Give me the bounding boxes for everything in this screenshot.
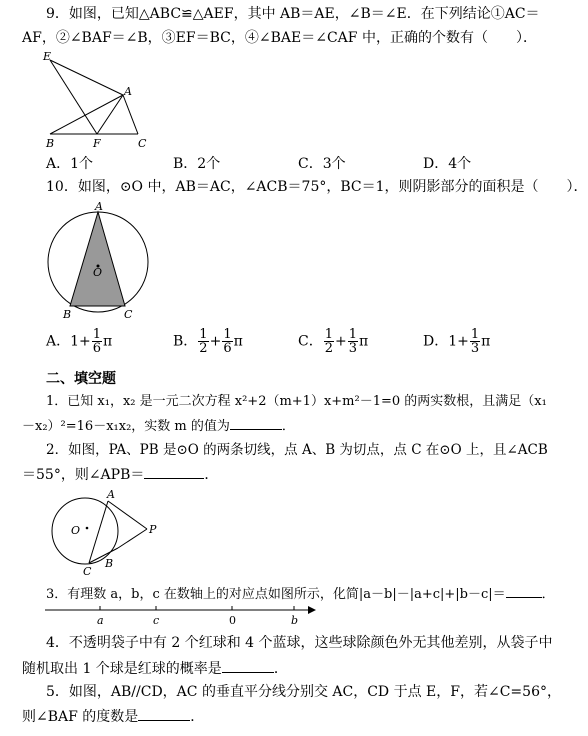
q10-label-c: C bbox=[124, 308, 133, 321]
fill1-period: ． bbox=[281, 419, 295, 434]
fill5-period: ． bbox=[190, 709, 205, 725]
fill3-line1 bbox=[46, 583, 555, 604]
q9-option-a: A．1个 bbox=[46, 156, 94, 172]
axis-label-c: c bbox=[153, 614, 160, 627]
q9-label-c: C bbox=[138, 137, 147, 150]
frac-den: 3 bbox=[348, 341, 358, 356]
q10-option-a-pre: 1+ bbox=[70, 333, 91, 350]
fill1-text: －x₂）²=16－x₁x₂，实数 m 的值为 bbox=[22, 419, 230, 434]
pi-symbol: π bbox=[481, 333, 491, 350]
frac-num: 1 bbox=[470, 327, 480, 342]
q9-option-c: C．3个 bbox=[298, 156, 346, 172]
fill2-line2 bbox=[22, 464, 218, 484]
fill4-line1: 4．不透明袋子中有 2 个红球和 4 个蓝球，这些球除颜色外无其他差别，从袋子中 bbox=[46, 635, 553, 651]
q10-line1: 10．如图，⊙O 中，AB＝AC，∠ACB＝75°，BC＝1，则阴影部分的面积是（ ）． bbox=[46, 179, 588, 195]
fill5-answer-blank bbox=[138, 706, 190, 721]
frac-den: 3 bbox=[470, 341, 480, 356]
axis-label-a: a bbox=[97, 614, 104, 627]
q10-option-c-frac2 bbox=[348, 328, 358, 355]
fill5-text: 则∠BAF 的度数是 bbox=[22, 709, 139, 725]
q10-label-o: O bbox=[93, 266, 103, 279]
q10-label-a: A bbox=[95, 200, 103, 213]
q9-line2: AF，②∠BAF＝∠B，③EF＝BC，④∠BAE＝∠CAF 中，正确的个数有（ ）． bbox=[22, 30, 537, 46]
frac-num: 1 bbox=[92, 327, 102, 342]
axis-label-b: b bbox=[291, 614, 299, 627]
fill2-text: ＝55°，则∠APB＝ bbox=[22, 467, 145, 483]
plus-sign: + bbox=[209, 333, 222, 350]
fill2-label-p: P bbox=[149, 523, 157, 536]
q10-option-d-pre: 1+ bbox=[448, 333, 469, 350]
frac-num: 1 bbox=[199, 327, 208, 342]
q10-option-b-frac2 bbox=[222, 328, 232, 355]
axis-label-zero: 0 bbox=[229, 614, 236, 627]
q10-label-b: B bbox=[63, 308, 72, 321]
q9-label-f: F bbox=[93, 137, 101, 150]
fill2-answer-blank bbox=[144, 464, 204, 479]
fill5-line1: 5．如图，AB//CD，AC 的垂直平分线分别交 AC，CD 于点 E，F，若∠C=56°， bbox=[46, 684, 561, 700]
fill4-text: 随机取出 1 个球是红球的概率是 bbox=[22, 661, 222, 677]
q10-option-d-letter: D． bbox=[423, 333, 449, 350]
fill3-answer-blank bbox=[506, 583, 542, 598]
frac-num: 1 bbox=[324, 327, 333, 342]
fill4-line2 bbox=[22, 658, 288, 678]
plus-sign: + bbox=[335, 333, 347, 350]
fill5-line2 bbox=[22, 706, 204, 726]
section-title: 二、填空题 bbox=[46, 371, 116, 387]
q10-option-d bbox=[423, 328, 490, 355]
frac-den: 6 bbox=[92, 341, 102, 356]
frac-den: 2 bbox=[324, 341, 333, 356]
q9-line1: 9．如图，已知△ABC≌△AEF，其中 AB＝AE，∠B＝∠E．在下列结论①AC＝ bbox=[46, 6, 540, 22]
q9-label-a: A bbox=[124, 85, 132, 98]
fill2-period: ． bbox=[204, 467, 219, 483]
q9-option-b: B．2个 bbox=[173, 156, 221, 172]
q9-figure bbox=[40, 50, 160, 150]
q10-option-c-frac1 bbox=[324, 328, 334, 355]
fill2-label-o: O bbox=[71, 524, 81, 537]
q10-option-b bbox=[173, 328, 243, 355]
q10-option-a-letter: A． bbox=[46, 333, 71, 350]
frac-num: 1 bbox=[223, 327, 232, 342]
fill3-number-line bbox=[40, 602, 320, 630]
fill1-answer-blank bbox=[230, 415, 282, 430]
q10-option-c-letter: C． bbox=[298, 333, 323, 350]
pi-symbol: π bbox=[103, 333, 113, 350]
q10-option-d-frac bbox=[470, 328, 480, 355]
fill2-figure bbox=[45, 487, 170, 577]
fill2-label-c: C bbox=[83, 565, 92, 578]
frac-num: 1 bbox=[348, 327, 358, 342]
fill4-period: ． bbox=[273, 661, 288, 677]
pi-symbol: π bbox=[359, 333, 369, 350]
q10-option-a bbox=[46, 328, 112, 355]
q9-option-d: D．4个 bbox=[423, 156, 472, 172]
pi-symbol: π bbox=[233, 333, 243, 350]
q10-option-a-frac bbox=[92, 328, 102, 355]
frac-den: 6 bbox=[223, 341, 232, 356]
fill1-line1: 1．已知 x₁，x₂ 是一元二次方程 x²+2（m+1）x+m²－1=0 的两实数根，且满足（x₁ bbox=[46, 394, 547, 409]
fill4-answer-blank bbox=[222, 658, 274, 673]
q10-option-c bbox=[298, 328, 368, 355]
fill3-period: ． bbox=[541, 587, 555, 602]
q10-figure bbox=[45, 200, 155, 325]
fill2-line1: 2．如图，PA、PB 是⊙O 的两条切线，点 A、B 为切点，点 C 在⊙O 上，且∠ACB bbox=[46, 442, 548, 458]
q9-label-b: B bbox=[46, 137, 55, 150]
frac-den: 2 bbox=[199, 341, 208, 356]
fill1-line2 bbox=[22, 415, 295, 436]
q10-option-b-letter: B． bbox=[173, 333, 198, 350]
fill3-text: 3．有理数 a，b，c 在数轴上的对应点如图所示，化简|a－b|－|a+c|+|b－c|＝ bbox=[46, 587, 506, 602]
q9-label-e: E bbox=[43, 50, 52, 63]
fill2-label-b: B bbox=[105, 557, 114, 570]
q10-option-b-frac1 bbox=[198, 328, 208, 355]
fill2-label-a: A bbox=[107, 488, 115, 501]
